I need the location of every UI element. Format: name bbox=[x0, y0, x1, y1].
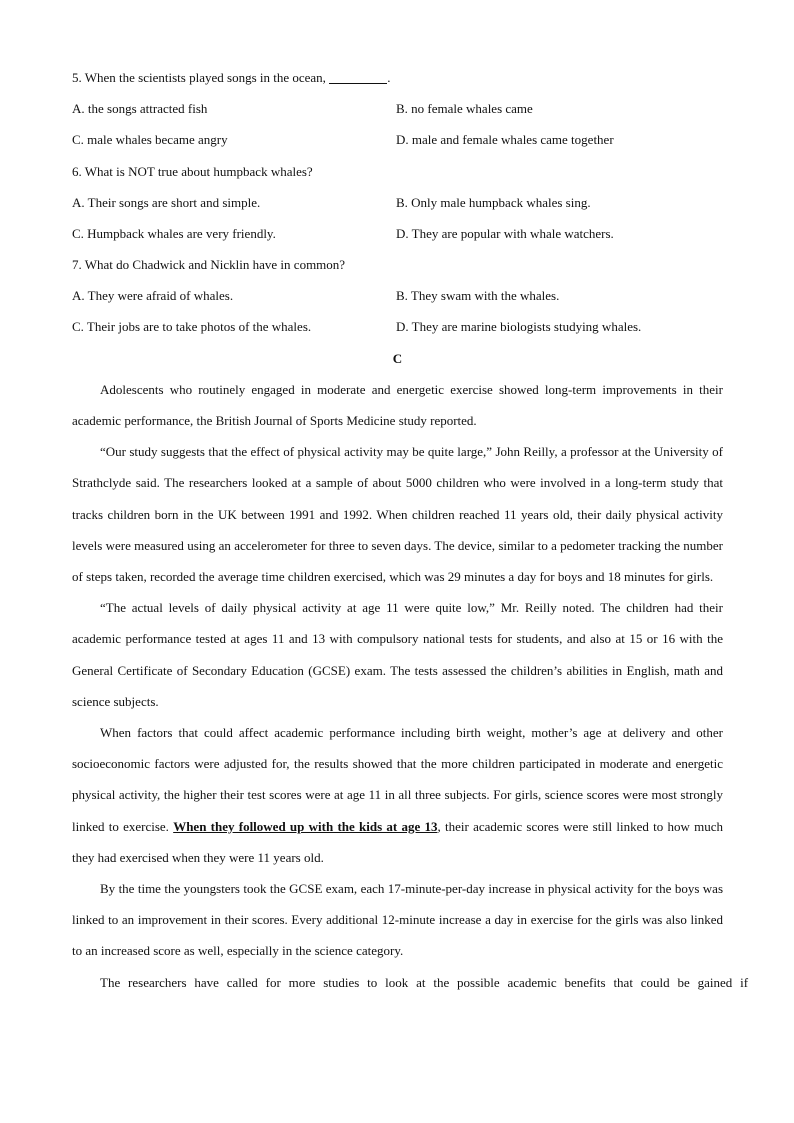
option-d: D. male and female whales came together bbox=[396, 132, 614, 148]
question-5-options-row-2 bbox=[72, 124, 723, 155]
question-5-stem bbox=[72, 62, 723, 93]
question-7-stem bbox=[72, 249, 723, 280]
passage-paragraph-3: “The actual levels of daily physical activity at age 11 were quite low,” Mr. Reilly noted. The children had their academic performance tested at ages 11 and 13 with compulsory national tests for students, and also at 15 or 16 with the General Certificate of Secondary Education (GCSE) exam. The tests assessed the children’s abilities in English, math and science subjects. bbox=[72, 600, 723, 709]
document-page bbox=[72, 62, 749, 998]
question-stem-text: 5. When the scientists played songs in the ocean, bbox=[72, 70, 330, 85]
question-6-options-row-1 bbox=[72, 187, 723, 218]
option-a: A. They were afraid of whales. bbox=[72, 288, 234, 304]
paragraph-text: , their academic scores were still linked to how much they had exercised when they were 11 years old. bbox=[72, 818, 724, 865]
option-b: B. They swam with the whales. bbox=[396, 288, 560, 304]
section-heading: C bbox=[392, 350, 403, 366]
option-c: C. male whales became angry bbox=[72, 132, 228, 148]
option-b: B. Only male humpback whales sing. bbox=[396, 194, 591, 210]
option-d: D. They are popular with whale watchers. bbox=[396, 225, 614, 241]
question-6-options-row-2 bbox=[72, 218, 723, 249]
question-stem-text: 6. What is NOT true about humpback whales? bbox=[72, 163, 313, 179]
question-5-options-row-1 bbox=[72, 93, 723, 124]
question-6-stem bbox=[72, 156, 723, 187]
option-a: A. the songs attracted fish bbox=[72, 101, 208, 116]
emphasized-phrase: When they followed up with the kids at age 13 bbox=[173, 818, 438, 834]
question-7-options-row-2 bbox=[72, 311, 723, 342]
passage-paragraph-4 bbox=[72, 717, 723, 873]
option-b: B. no female whales came bbox=[396, 101, 533, 116]
passage-paragraph-5: By the time the youngsters took the GCSE exam, each 17-minute-per-day increase in physical activity for the boys was linked to an improvement in their scores. Every additional 12-minute increase a day in exercise for the girls was also linked to an increased score as well, especially in the science category. bbox=[72, 881, 723, 959]
option-c: C. Their jobs are to take photos of the whales. bbox=[72, 319, 312, 335]
passage-paragraph-2: “Our study suggests that the effect of physical activity may be quite large,” John Reilly, a professor at the University of Strathclyde said. The researchers looked at a sample of about 5000 children who were involved in a long-term study that tracks children born in the UK between 1991 and 1992. When children reached 11 years old, their daily physical activity levels were measured using an accelerometer for three to seven days. The device, similar to a pedometer tracking the number of steps taken, recorded the average time children exercised, which was 29 minutes a day for boys and 18 minutes for girls. bbox=[72, 444, 723, 584]
option-d: D. They are marine biologists studying whales. bbox=[396, 319, 642, 335]
question-stem-end: . bbox=[387, 70, 391, 85]
passage-paragraph-1: Adolescents who routinely engaged in moderate and energetic exercise showed long-term improvements in their academic performance, the British Journal of Sports Medicine study reported. bbox=[72, 381, 723, 428]
question-stem-text: 7. What do Chadwick and Nicklin have in common? bbox=[72, 257, 346, 273]
option-a: A. Their songs are short and simple. bbox=[72, 194, 261, 210]
paragraph-text: When factors that could affect academic performance including birth weight, mother’s age at delivery and other socioeconomic factors were adjusted for, the results showed that the more children participated in moderate and energetic physical activity, the higher their test scores were at age 11 in all three subjects. For girls, science scores were most strongly linked to exercise. bbox=[72, 725, 723, 834]
passage-paragraph-6: The researchers have called for more studies to look at the possible academic benefits that could be gained if bbox=[100, 974, 749, 990]
answer-blank bbox=[329, 69, 387, 84]
option-c: C. Humpback whales are very friendly. bbox=[72, 225, 276, 241]
question-7-options-row-1 bbox=[72, 280, 723, 311]
